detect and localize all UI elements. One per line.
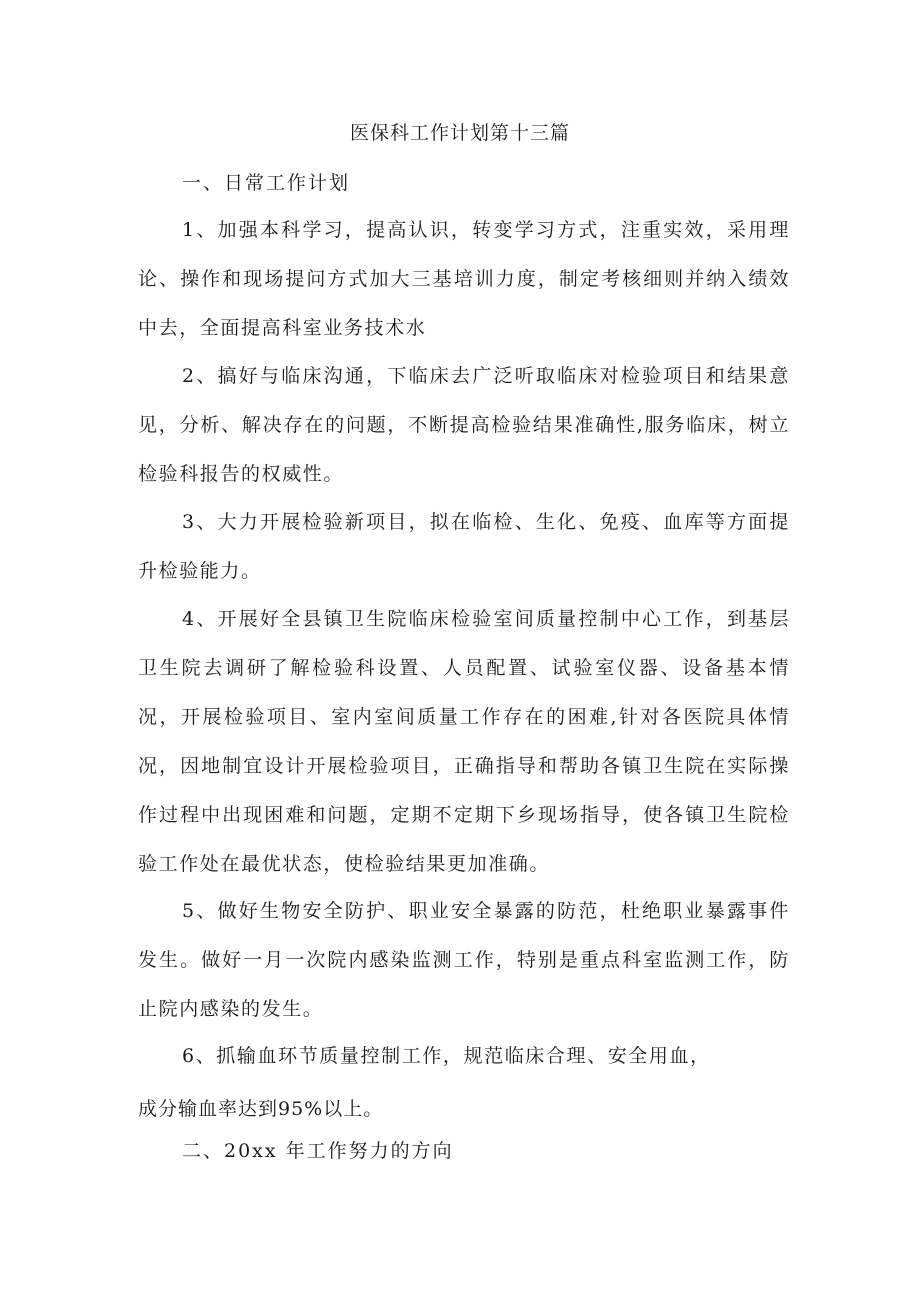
section-heading-daily-plan: 一、日常工作计划: [182, 172, 351, 194]
section-heading-next-year: 二、20xx 年工作努力的方向: [182, 1140, 454, 1162]
paragraph-6-continuation: 成分输血率达到95%以上。: [138, 1098, 384, 1120]
paragraph-1: 1、加强本科学习，提高认识，转变学习方式，注重实效，采用理论、操作和现场提问方式加大三基培训力度，制定考核细则并纳入绩效中去，全面提高科室业务技术水: [138, 219, 790, 339]
paragraph-3: 3、大力开展检验新项目，拟在临检、生化、免疫、血库等方面提升检验能力。: [138, 511, 790, 582]
paragraph-5: 5、做好生物安全防护、职业安全暴露的防范，杜绝职业暴露事件发生。做好一月一次院内感染监测工作，特别是重点科室监测工作，防止院内感染的发生。: [138, 900, 790, 1020]
paragraph-6: 6、抓输血环节质量控制工作，规范临床合理、安全用血，: [182, 1045, 711, 1067]
paragraph-4: 4、开展好全县镇卫生院临床检验室间质量控制中心工作，到基层卫生院去调研了解检验科设置、人员配置、试验室仪器、设备基本情况，开展检验项目、室内室间质量工作存在的困难,针对各医院具体情况，因地制宜设计开展检验项目，正确指导和帮助各镇卫生院在实际操作过程中出现困难和问题，定期不定期下乡现场指导，使各镇卫生院检验工作处在最优状态，使检验结果更加准确。: [138, 608, 790, 875]
document-title: 医保科工作计划第十三篇: [349, 122, 570, 144]
paragraph-2: 2、搞好与临床沟通，下临床去广泛听取临床对检验项目和结果意见，分析、解决存在的问题，不断提高检验结果准确性,服务临床，树立检验科报告的权威性。: [138, 365, 790, 485]
